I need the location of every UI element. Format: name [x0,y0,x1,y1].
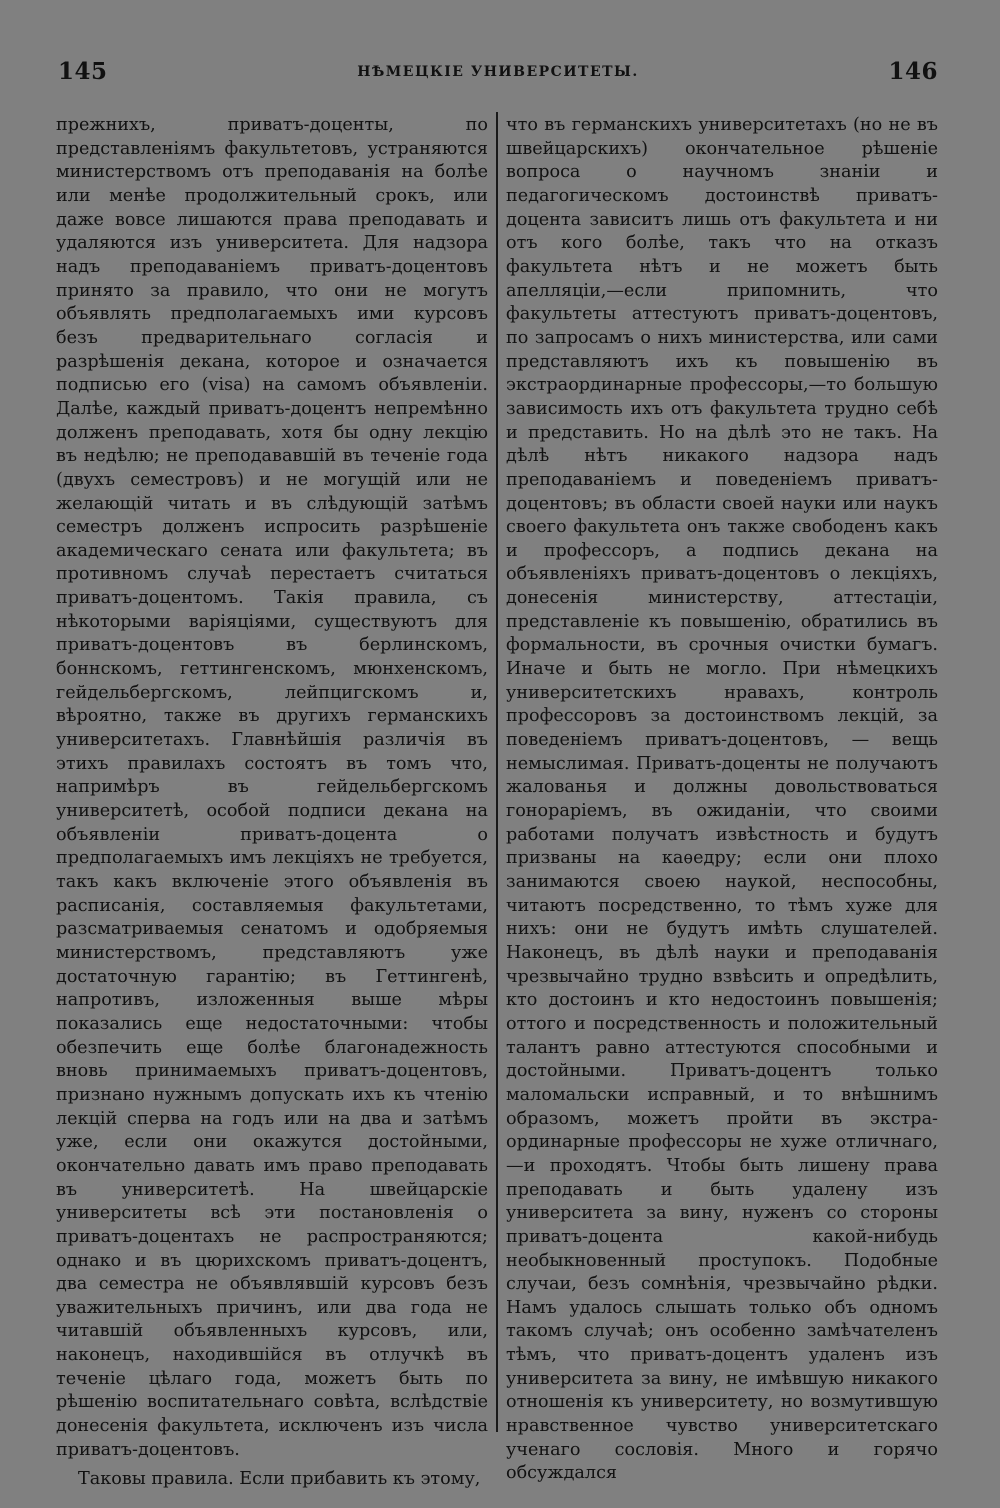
running-title: НѢМЕЦКІЕ УНИВЕРСИТЕТЫ. [357,64,639,80]
right-paragraph-1: что въ германскихъ университетахъ (но не въ швейцарскихъ) окончательное рѣшеніе вопроса о научномъ знаніи и педагогическомъ достоинствѣ приватъ-доцента зависитъ лишь отъ факультета и ни отъ кого болѣе, такъ что на отказъ факультета нѣтъ и не можетъ быть апелляціи,—если припомнить, что факультеты аттестуютъ приватъ-доцентовъ, по запросамъ о нихъ министерства, или сами представляютъ ихъ къ повышенію въ экстраординарные профессоры,—то большую зависимость ихъ отъ факультета трудно себѣ и представить. Но на дѣлѣ это не такъ. На дѣлѣ нѣтъ никакого надзора надъ преподаваніемъ и поведеніемъ приватъ-доцентовъ; въ области своей науки или наукъ своего факультета онъ также свободенъ какъ и профессоръ, а подпись декана на объявленіяхъ приватъ-доцентовъ о лекціяхъ, донесенія министерству, аттестаціи, представленіе къ повышенію, обратились въ формальности, въ срочныя очистки бумагъ. Иначе и быть не могло. При нѣмецкихъ университетскихъ нравахъ, контроль профессоровъ за достоинствомъ лекцій, за поведеніемъ приватъ-доцентовъ, — вещь немыслимая. Приватъ-доценты не получаютъ жалованья и должны довольствоваться гонораріемъ, въ ожиданіи, что своими работами получатъ извѣстность и будутъ призваны на каѳедру; если они плохо занимаются своею наукой, неспособны, читаютъ посредственно, то тѣмъ хуже для нихъ: они не будутъ имѣть слушателей. Наконецъ, въ дѣлѣ науки и преподаванія чрезвычайно трудно взвѣсить и опредѣлить, кто достоинъ и кто недостоинъ повышенія; оттого и посредственность и положительный талантъ равно аттестуются способными и достойными. Приватъ-доцентъ только маломальски исправный, и то внѣшнимъ образомъ, можетъ пройти въ экстра-ординарные профессоры не хуже отличнаго,—и проходятъ. Чтобы быть лишену права преподавать и быть удалену изъ университета за вину, нуженъ со стороны приватъ-доцента какой-нибудь необыкновенный проступокъ. Подобные случаи, безъ сомнѣнія, чрезвычайно рѣдки. Намъ удалось слышать только объ одномъ такомъ случаѣ; онъ особенно замѣчателенъ тѣмъ, что приватъ-доцентъ удаленъ изъ университета за вину, не имѣвшую никакого отношенія къ университету, но возмутившую нравственное чувство университетскаго ученаго сословія. Много и горячо обсуждался [506,115,938,1484]
left-paragraph-2: Таковы правила. Если прибавить къ этому, [78,1469,481,1490]
left-column [56,114,488,1492]
left-paragraph-1: прежнихъ, приватъ-доценты, по представленіямъ факультетовъ, устраняются министерствомъ отъ преподаванія на болѣе или менѣе продолжительный срокъ, или даже вовсе лишаются права преподавать и удаляются изъ университета. Для надзора надъ преподаваніемъ приватъ-доцентовъ принято за правило, что они не могутъ объявлять предполагаемыхъ ими курсовъ безъ предварительнаго согласія и разрѣшенія декана, которое и означается подписью его (visa) на самомъ объявленіи. Далѣе, каждый приватъ-доцентъ непремѣнно долженъ преподавать, хотя бы одну лекцію въ недѣлю; не преподававшій въ теченіе года (двухъ семестровъ) и не могущій или не желающій читать и въ слѣдующій затѣмъ семестръ долженъ испросить разрѣшеніе академическаго сената или факультета; въ противномъ случаѣ перестаетъ считаться приватъ-доцентомъ. Такія правила, съ нѣкоторыми варіяціями, существуютъ для приватъ-доцентовъ въ берлинскомъ, боннскомъ, геттингенскомъ, мюнхенскомъ, гейдельбергскомъ, лейпцигскомъ и, вѣроятно, также въ другихъ германскихъ университетахъ. Главнѣйшія различія въ этихъ правилахъ состоятъ въ томъ что, напримѣръ въ гейдельбергскомъ университетѣ, особой подписи декана на объявленіи приватъ-доцента о предполагаемыхъ имъ лекціяхъ не требуется, такъ какъ включеніе этого объявленія въ расписанія, составляемыя факультетами, разсматриваемыя сенатомъ и одобряемыя министерствомъ, представляютъ уже достаточную гарантію; въ Геттингенѣ, напротивъ, изложенныя выше мѣры показались еще недостаточными: чтобы обезпечить еще болѣе благонадежность вновь принимаемыхъ приватъ-доцентовъ, признано нужнымъ допускать ихъ къ чтенію лекцій сперва на годъ или на два и затѣмъ уже, если они окажутся достойными, окончательно давать имъ право преподавать въ университетѣ. На швейцарскіе университеты всѣ эти постановленія о приватъ-доцентахъ не распространяются; однако и въ цюрихскомъ приватъ-доцентъ, два семестра не объявлявшій курсовъ безъ уважительныхъ причинъ, или два года не читавшій объявленныхъ курсовъ, или, наконецъ, находившійся въ отлучкѣ въ теченіе цѣлаго года, можетъ быть по рѣшенію воспитательнаго совѣта, вслѣдствіе донесенія факультета, исключенъ изъ числа приватъ-доцентовъ. [56,115,488,1460]
column-divider [496,112,498,1432]
page-header [58,58,938,92]
page-number-left: 145 [58,58,108,85]
page-number-right: 146 [888,58,938,85]
right-column [506,114,938,1486]
